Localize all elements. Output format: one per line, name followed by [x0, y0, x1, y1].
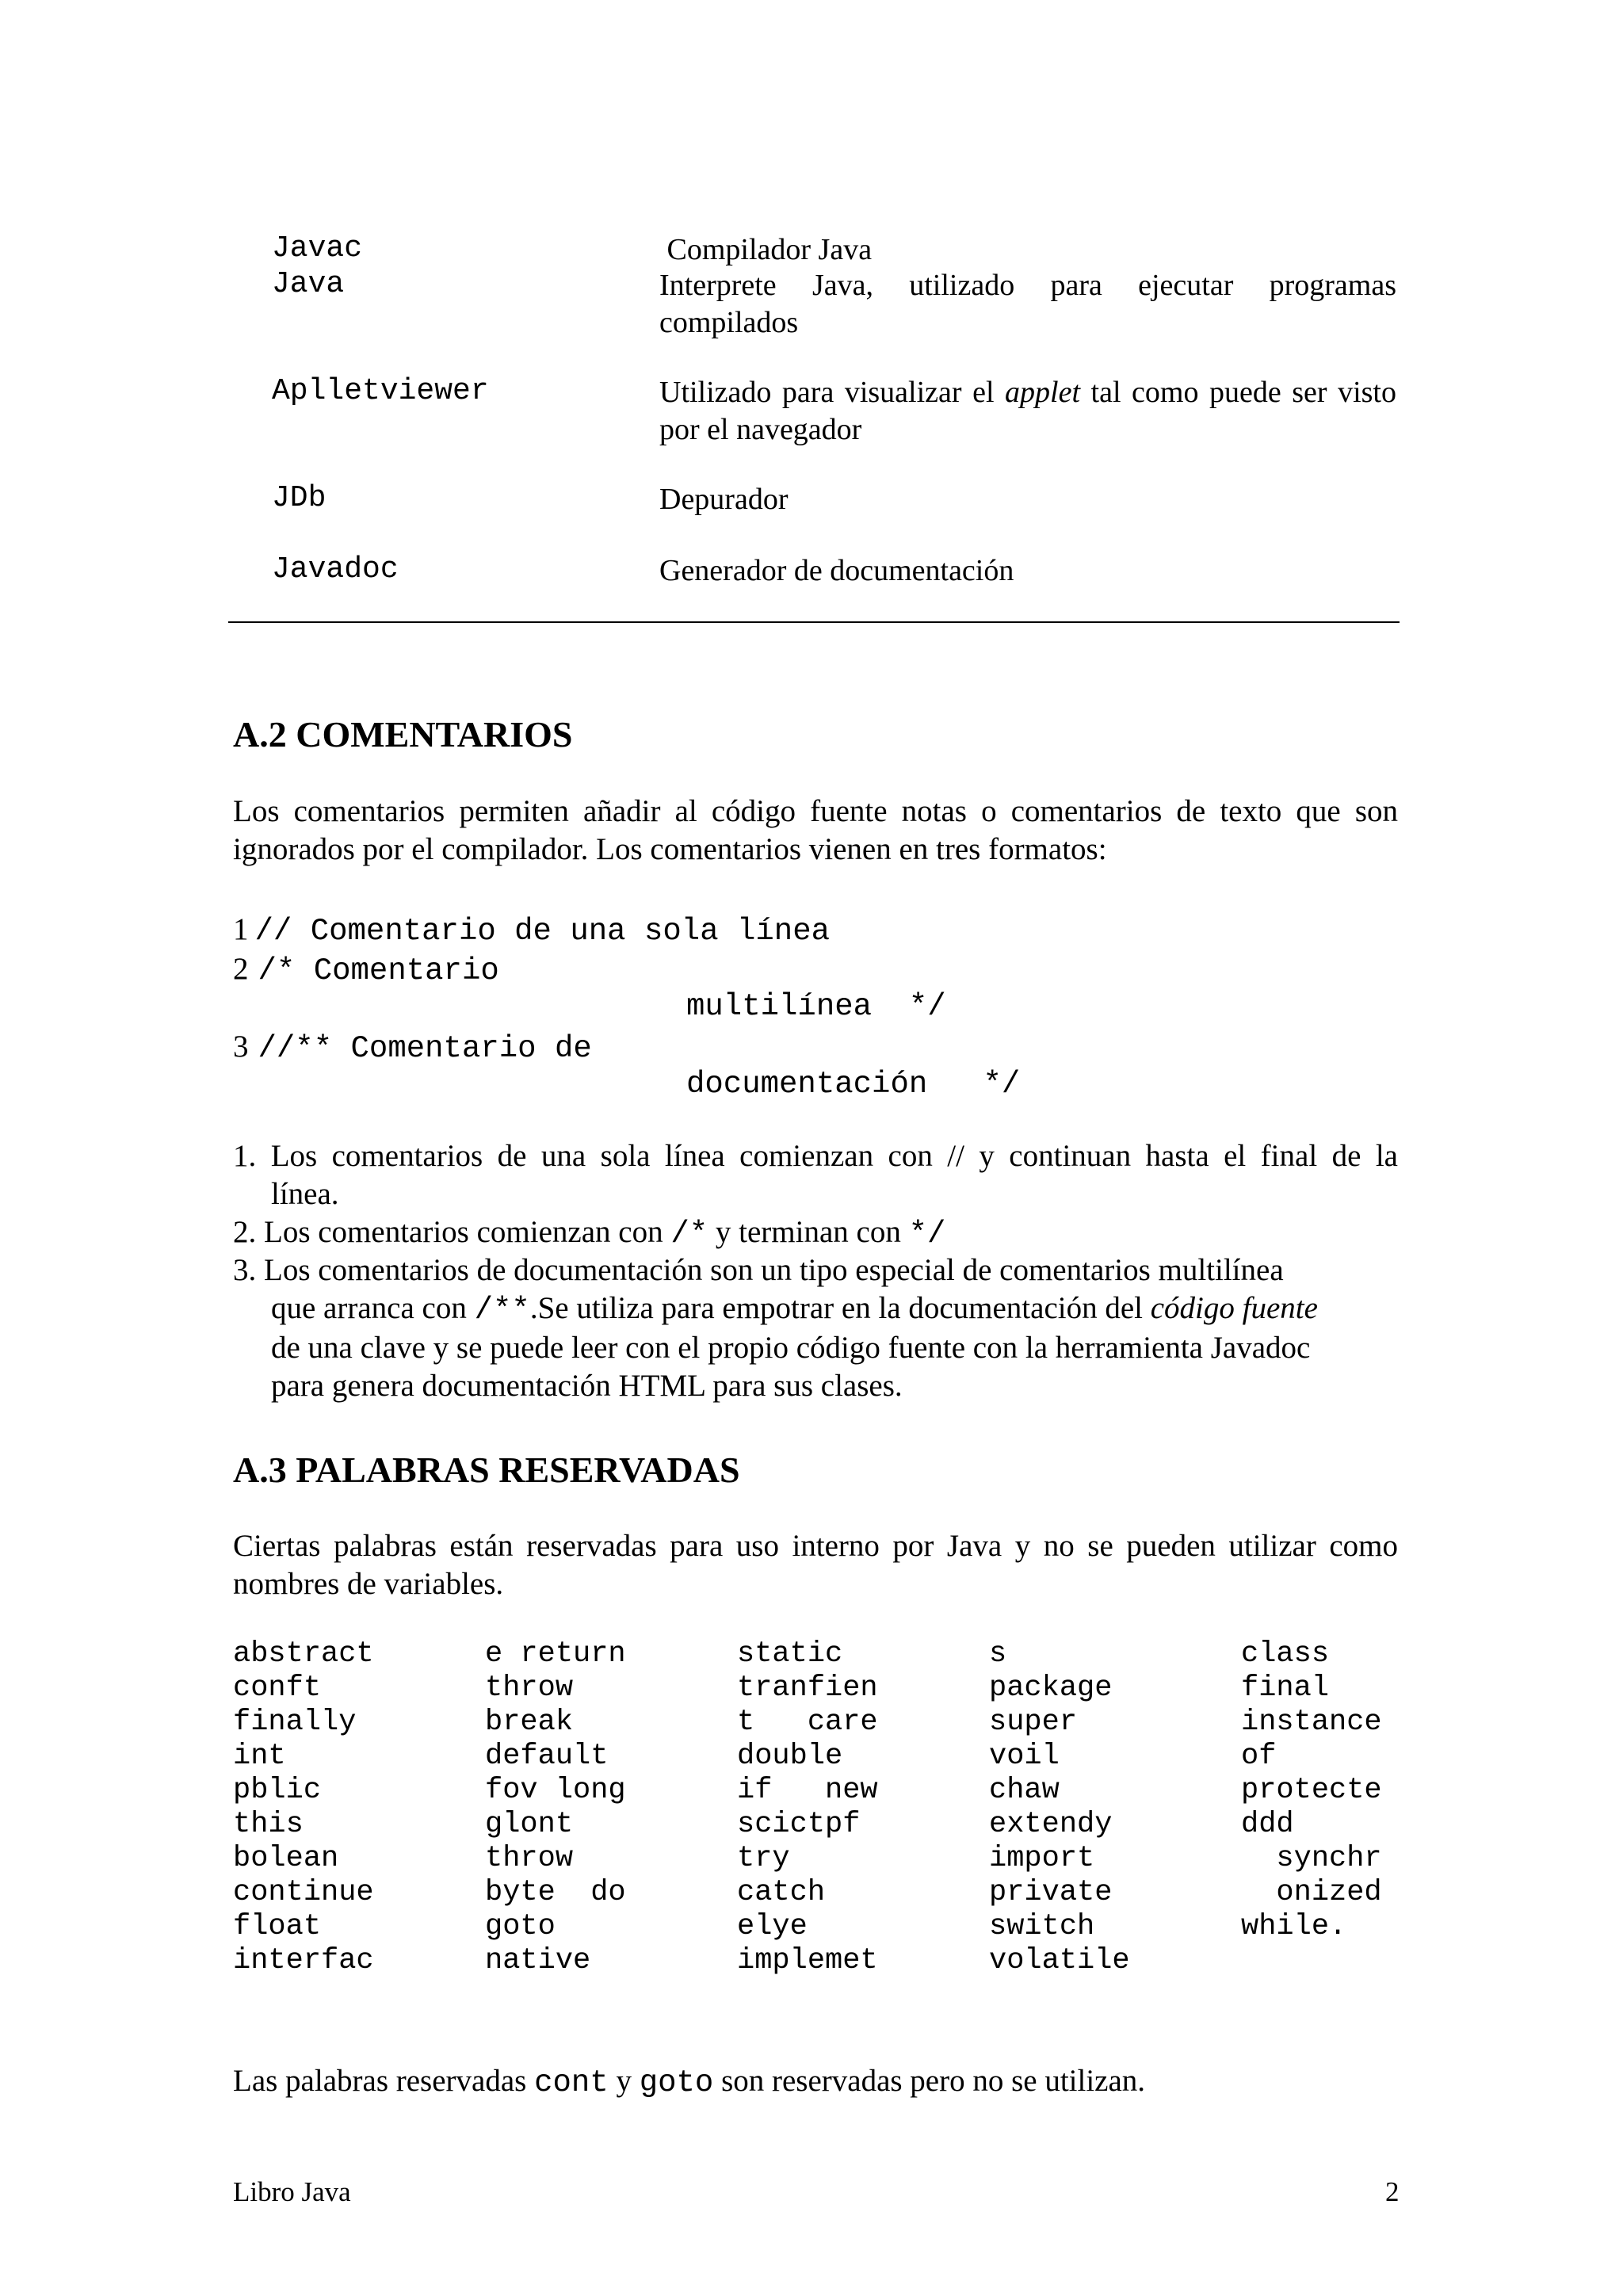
- tool-name: JDb: [272, 481, 327, 515]
- footer-book-title: Libro Java: [233, 2176, 351, 2207]
- reserved-words-column: abstract conft finally int pblic this bolean continue float interfac: [233, 1637, 374, 1977]
- table-divider: [228, 621, 1400, 623]
- comment-example: multilínea */: [686, 989, 946, 1024]
- tool-name: Java: [272, 267, 345, 301]
- comments-intro: Los comentarios permiten añadir al código fuente notas o comentarios de texto que son ignorados por el compilador. Los comentarios vienen en tres formatos:: [233, 794, 1398, 866]
- tool-name: Aplletviewer: [272, 374, 489, 408]
- reserved-words-column: e return throw break default fov long glont throw byte do goto native: [485, 1637, 626, 1977]
- tool-name: Javadoc: [272, 552, 399, 586]
- footer-page-number: 2: [1385, 2176, 1400, 2207]
- list-item: 2. Los comentarios comienzan con /* y terminan con */: [233, 1215, 946, 1251]
- tool-name: Javac: [272, 231, 363, 266]
- reserved-intro: Ciertas palabras están reservadas para uso interno por Java y no se pueden utilizar como nombres de variables.: [233, 1529, 1398, 1601]
- tool-description: Compilador Java: [659, 233, 873, 266]
- comment-example: documentación */: [686, 1067, 1021, 1102]
- reserved-closing: Las palabras reservadas cont y goto son reservadas pero no se utilizan.: [233, 2064, 1146, 2100]
- section-heading-comentarios: A.2 COMENTARIOS: [233, 714, 573, 755]
- comment-example: 2 /* Comentario: [233, 952, 499, 988]
- reserved-words-column: s package super voil chaw extendy import private switch volatile: [989, 1637, 1130, 1977]
- tool-description: Generador de documentación: [659, 554, 1014, 587]
- tool-description: Interprete Java, utilizado para ejecutar programas compilados: [659, 269, 1396, 339]
- tool-description: Depurador: [659, 483, 789, 516]
- tool-description: Utilizado para visualizar el applet tal como puede ser visto por el navegador: [659, 376, 1396, 446]
- list-item: 1. Los comentarios de una sola línea comienzan con // y continuan hasta el final de la línea.: [233, 1139, 1398, 1211]
- reserved-words-column: static tranfien t care double if new scictpf try catch elye implemet: [737, 1637, 878, 1977]
- reserved-words-column: class final instance of protecte ddd synchr onized while.: [1241, 1637, 1382, 1943]
- comment-example: 3 //** Comentario de: [233, 1030, 592, 1066]
- list-item: 3. Los comentarios de documentación son un tipo especial de comentarios multilínea que arranca con /**.Se utiliza para empotrar en la documentación del código fuente de una clave y se puede leer con el propio código fuente con la herramienta Javadoc para genera documentación HTML para sus clases.: [233, 1253, 1318, 1403]
- section-heading-palabras-reservadas: A.3 PALABRAS RESERVADAS: [233, 1450, 740, 1490]
- comment-example: 1 // Comentario de una sola línea: [233, 912, 831, 949]
